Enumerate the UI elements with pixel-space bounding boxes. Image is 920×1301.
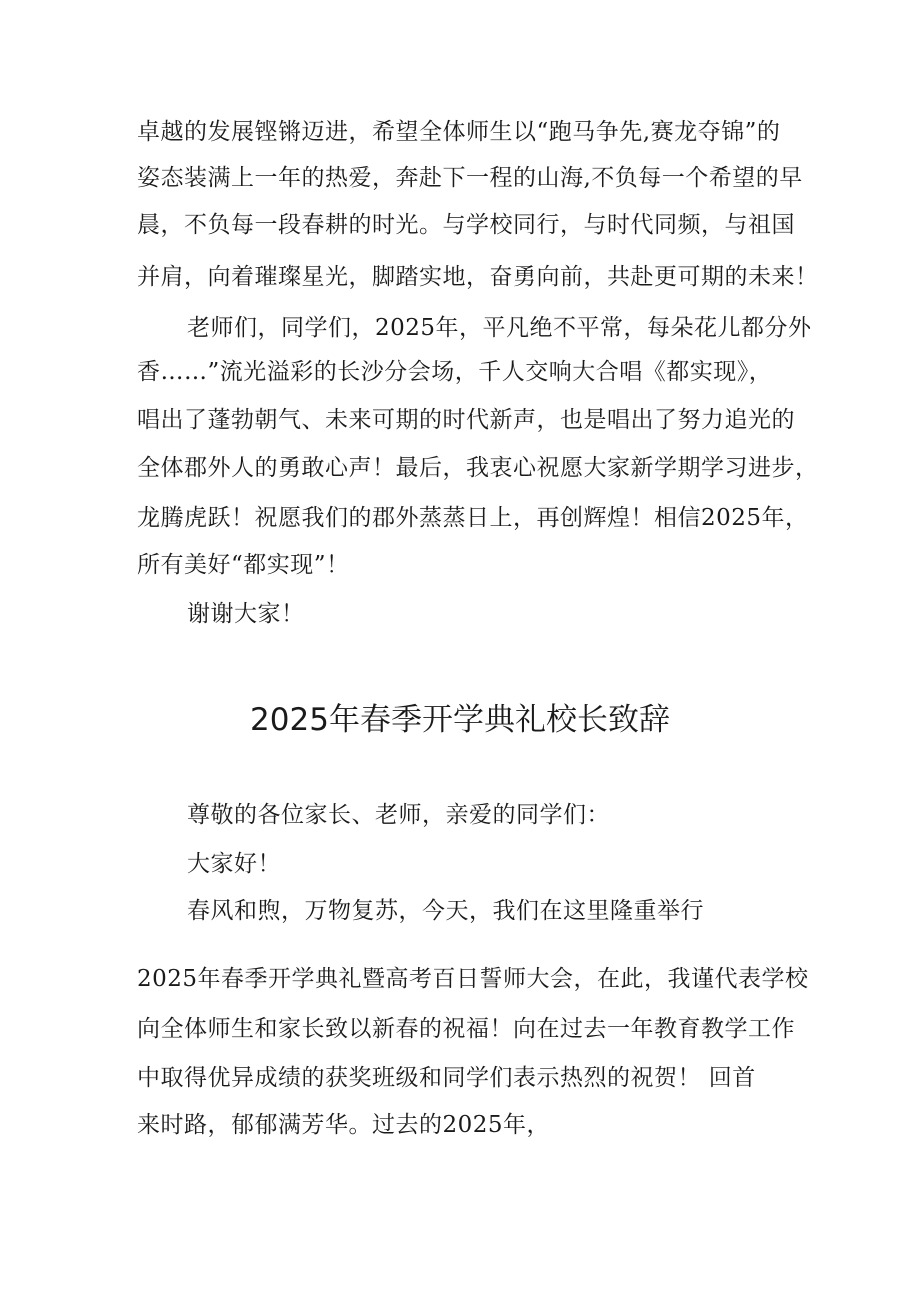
- text-line: 2025年春季开学典礼暨高考百日誓师大会，在此，我谨代表学校: [137, 966, 809, 992]
- text-line: 全体郡外人的勇敢心声！最后，我衷心祝愿大家新学期学习进步，: [137, 455, 819, 481]
- text-line: 向全体师生和家长致以新春的祝福！向在过去一年教育教学工作: [137, 1016, 795, 1042]
- text-line: 并肩，向着璀璨星光，脚踏实地，奋勇向前，共赴更可期的未来！: [137, 264, 819, 290]
- thanks-line: 谢谢大家！: [187, 601, 305, 627]
- speech-title: 2025年春季开学典礼校长致辞: [250, 702, 670, 738]
- text-line: 姿态装满上一年的热爱，奔赴下一程的山海,不负每一个希望的早: [137, 165, 803, 191]
- text-line: 唱出了蓬勃朝气、未来可期的时代新声，也是唱出了努力追光的: [137, 407, 795, 433]
- text-line: 所有美好“都实现”！: [137, 552, 350, 578]
- text-line: 中取得优异成绩的获奖班级和同学们表示热烈的祝贺！ 回首: [137, 1065, 756, 1091]
- greeting: 大家好！: [187, 851, 281, 877]
- text-line: 香……”流光溢彩的长沙分会场，千人交响大合唱《都实现》，: [137, 359, 773, 385]
- text-line: 来时路，郁郁满芳华。过去的2025年，: [137, 1112, 551, 1138]
- text-line: 老师们，同学们，2025年，平凡绝不平常，每朵花儿都分外: [187, 315, 812, 341]
- text-line: 晨，不负每一段春耕的时光。与学校同行，与时代同频，与祖国: [137, 212, 795, 238]
- text-line: 龙腾虎跃！祝愿我们的郡外蒸蒸日上，再创辉煌！相信2025年，: [137, 505, 809, 531]
- text-line: 卓越的发展铿锵迈进，希望全体师生以“跑马争先,赛龙夺锦”的: [137, 119, 781, 145]
- opening-line: 春风和煦，万物复苏，今天，我们在这里隆重举行: [187, 898, 704, 924]
- salutation: 尊敬的各位家长、老师，亲爱的同学们：: [187, 802, 610, 828]
